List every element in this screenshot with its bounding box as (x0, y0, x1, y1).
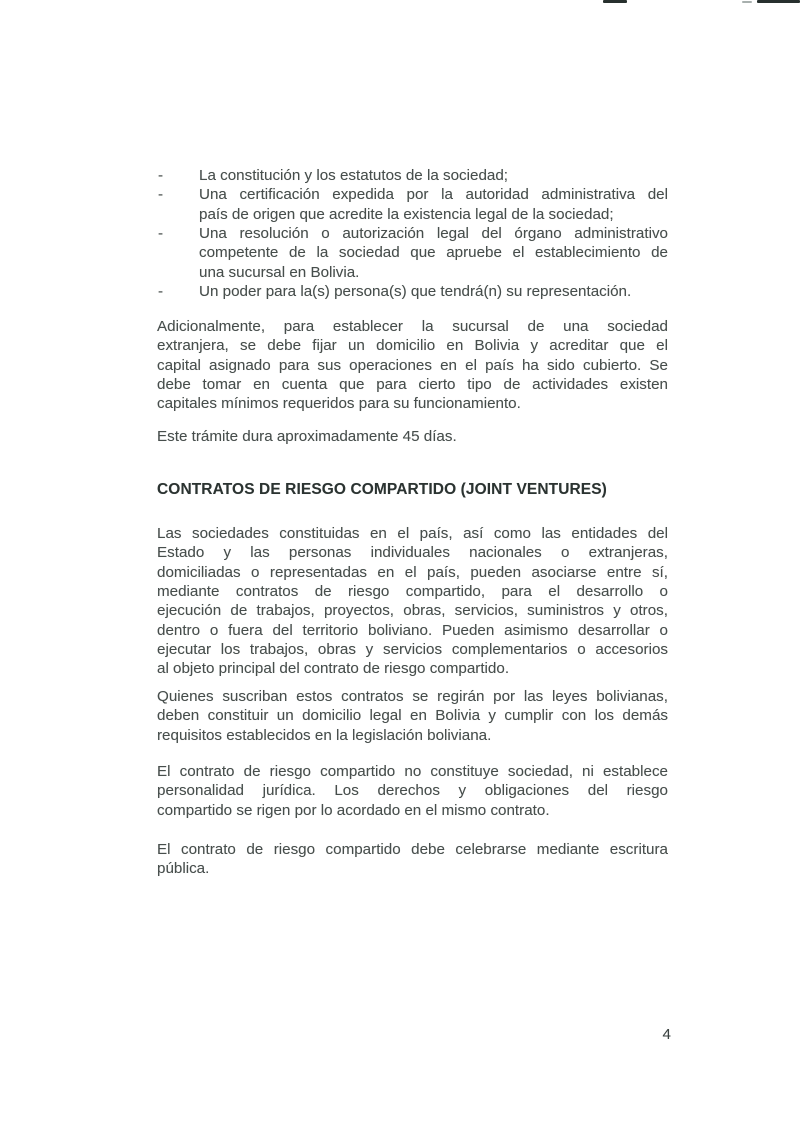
text-line: Las sociedades constituidas en el país, así como las entidades del (157, 525, 668, 542)
text-line: compartido se rigen por lo acordado en el mismo contrato. (157, 801, 550, 819)
text-line: domiciliadas o representadas en el país, pueden asociarse entre sí, (157, 563, 668, 581)
text-line: una sucursal en Bolivia. (199, 263, 360, 281)
text-line: Estado y las personas individuales nacionales o extranjeras, (157, 544, 668, 562)
text-line: Una resolución o autorización legal del órgano administrativo (199, 225, 668, 243)
scan-artifact-mark (603, 0, 627, 3)
bullet-item (157, 166, 668, 185)
page-number: 4 (662, 1026, 671, 1043)
text-line: personalidad jurídica. Los derechos y obligaciones del riesgo (157, 782, 668, 800)
bullet-dash: - (158, 225, 164, 243)
requirements-bullet-list (157, 166, 668, 301)
text-line: requisitos establecidos en la legislación boliviana. (157, 726, 492, 744)
bullet-item (157, 224, 668, 282)
text-line: pública. (157, 860, 210, 878)
bullet-dash: - (158, 283, 164, 301)
text-line: competente de la sociedad que apruebe el establecimiento de (199, 244, 668, 262)
text-line: Adicionalmente, para establecer la sucursal de una sociedad (157, 318, 668, 335)
text-line: mediante contratos de riesgo compartido, para el desarrollo o (157, 583, 668, 601)
paragraph-contrato-no-constituye (157, 762, 668, 820)
scan-artifact-mark (757, 0, 800, 3)
paragraph-escritura-publica (157, 840, 668, 879)
text-line: Una certificación expedida por la autoridad administrativa del (199, 186, 668, 204)
bullet-item (157, 185, 668, 224)
text-line: debe tomar en cuenta que para cierto tipo de actividades existen (157, 376, 668, 394)
section-heading-joint-ventures: CONTRATOS DE RIESGO COMPARTIDO (JOINT VENTURES) (157, 481, 607, 498)
bullet-dash: - (158, 186, 164, 204)
text-line: país de origen que acredite la existencia legal de la sociedad; (199, 205, 614, 223)
paragraph-tramite-duracion (157, 427, 668, 446)
text-line: ejecutar los trabajos, obras y servicios complementarios o accesorios (157, 641, 668, 659)
text-line: El contrato de riesgo compartido no constituye sociedad, ni establece (157, 763, 668, 780)
text-line: Un poder para la(s) persona(s) que tendrá(n) su representación. (199, 283, 632, 301)
scan-artifact-mark (742, 1, 752, 3)
paragraph-adicionalmente (157, 317, 668, 414)
text-line: ejecución de trabajos, proyectos, obras, servicios, suministros y otros, (157, 602, 668, 620)
text-line: dentro o fuera del territorio boliviano. Pueden asimismo desarrollar o (157, 621, 668, 639)
text-line: Quienes suscriban estos contratos se regirán por las leyes bolivianas, (157, 688, 668, 705)
text-line: Este trámite dura aproximadamente 45 días. (157, 428, 457, 445)
text-line: al objeto principal del contrato de riesgo compartido. (157, 660, 510, 678)
paragraph-quienes-suscriban (157, 687, 668, 745)
text-line: La constitución y los estatutos de la sociedad; (199, 167, 509, 184)
text-line: extranjera, se debe fijar un domicilio en Bolivia y acreditar que el (157, 337, 668, 355)
bullet-item (157, 282, 668, 301)
bullet-dash: - (158, 167, 164, 184)
text-line: capitales mínimos requeridos para su funcionamiento. (157, 395, 521, 413)
text-line: capital asignado para sus operaciones en el país ha sido cubierto. Se (157, 356, 668, 374)
text-line: El contrato de riesgo compartido debe celebrarse mediante escritura (157, 841, 668, 858)
paragraph-sociedades (157, 524, 668, 679)
text-line: deben constituir un domicilio legal en Bolivia y cumplir con los demás (157, 707, 668, 725)
